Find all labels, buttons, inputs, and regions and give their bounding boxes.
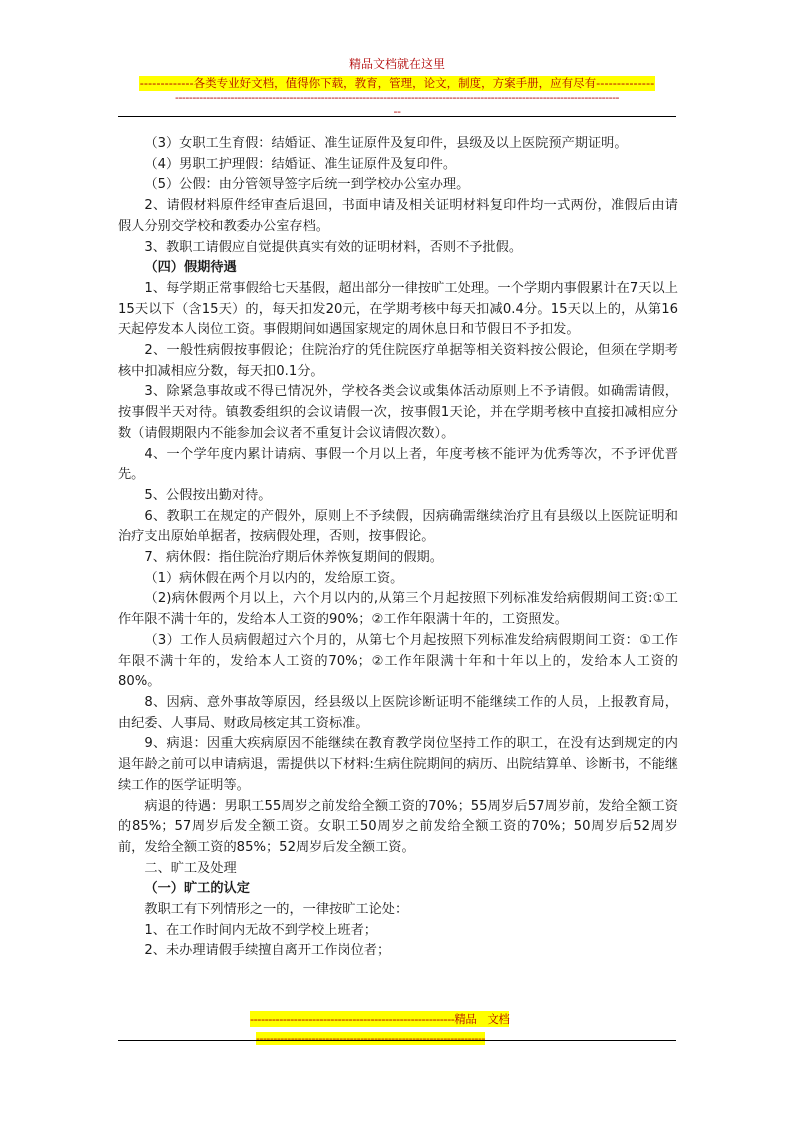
body-paragraph: 病退的待遇：男职工55周岁之前发给全额工资的70%；55周岁后57周岁前，发给全额工资的85%；57周岁后发全额工资。女职工50周岁之前发给全额工资的70%；50周岁后52周岁前，发给全额工资的85%；52周岁后发全额工资。 — [118, 798, 678, 855]
page-header — [118, 56, 676, 119]
body-paragraph: 5、公假按出勤对待。 — [144, 487, 272, 503]
header-subtitle: -------------各类专业好文档，值得你下载，教育，管理，论文，制度，方案手册，应有尽有-------------- — [139, 76, 655, 90]
body-paragraph: （3）女职工生育假：结婚证、准生证原件及复印件，县级及以上医院预产期证明。 — [144, 136, 628, 151]
header-title: 精品文档就在这里 — [348, 57, 445, 71]
body-paragraph: 1、每学期正常事假给七天基假，超出部分一律按旷工处理。一个学期内事假累计在7天以上15天以下（含15天）的，每天扣发20元，在学期考核中每天扣减0.4分。15天以上的，从第16天起停发本人岗位工资。事假期间如遇国家规定的周休息日和节假日不予扣发。 — [118, 280, 678, 338]
footer-line-2: ------------------------------------------------------------------ — [256, 1032, 485, 1045]
document-body — [118, 134, 678, 962]
body-paragraph: 3、除紧急事故或不得已情况外，学校各类会议或集体活动原则上不予请假。如确需请假，按事假半天对待。镇教委组织的会议请假一次，按事假1天论，并在学期考核中直接扣减相应分数（请假期限内不能参加会议者不重复计会议请假次数）。 — [118, 384, 678, 441]
body-paragraph: （1）病休假在两个月以内的，发给原工资。 — [144, 570, 404, 586]
body-paragraph: 2、请假材料原件经审查后退回，书面申请及相关证明材料复印件均一式两份，准假后由请假人分别交学校和教委办公室存档。 — [118, 198, 678, 234]
body-paragraph: 二、旷工及处理 — [144, 860, 237, 876]
body-paragraph: 2、未办理请假手续擅自离开工作岗位者； — [144, 943, 391, 959]
header-rule — [118, 116, 676, 117]
section-heading: （一）旷工的认定 — [144, 881, 250, 897]
body-paragraph: 8、因病、意外事故等原因，经县级以上医院诊断证明不能继续工作的人员，上报教育局，由纪委、人事局、财政局核定其工资标准。 — [118, 694, 678, 731]
body-paragraph: 6、教职工在规定的产假外，原则上不予续假，因病确需继续治疗且有县级以上医院证明和治疗支出原始单据者，按病假处理，否则，按事假论。 — [118, 508, 678, 545]
body-paragraph: 1、在工作时间内无故不到学校上班者； — [144, 922, 377, 938]
body-paragraph: 2、一般性病假按事假论；住院治疗的凭住院医疗单据等相关资料按公假论，但须在学期考核中扣减相应分数，每天扣0.1分。 — [118, 343, 678, 379]
body-paragraph: 4、一个学年度内累计请病、事假一个月以上者，年度考核不能评为优秀等次，不予评优晋先。 — [118, 446, 678, 483]
header-dash-tail: -- — [393, 105, 401, 118]
footer-line-1: --------------------------------------------------------精品 文档 — [250, 1012, 510, 1026]
body-paragraph: （4）男职工护理假：结婚证、准生证原件及复印件。 — [144, 156, 457, 172]
body-paragraph: 7、病休假：指住院治疗期后休养恢复期间的假期。 — [144, 550, 443, 566]
body-paragraph: 教职工有下列情形之一的，一律按旷工论处： — [144, 902, 409, 918]
footer-rule — [118, 1040, 676, 1041]
section-heading: （四）假期待遇 — [144, 260, 237, 276]
body-paragraph: （5）公假：由分管领导签字后统一到学校办公室办理。 — [144, 177, 470, 193]
body-paragraph: 9、病退：因重大疾病原因不能继续在教育教学岗位坚持工作的职工，在没有达到规定的内退年龄之前可以申请病退，需提供以下材料:生病住院期间的病历、出院结算单、诊断书，不能继续工作的医学证明等。 — [118, 736, 678, 793]
body-paragraph: （2)病休假两个月以上，六个月以内的,从第三个月起按照下列标准发给病假期间工资:①工作年限不满十年的，发给本人工资的90%；②工作年限满十年的，工资照发。 — [118, 591, 678, 628]
header-dash-line: -------------------------------------------------------------------------------------------------------------------------------- — [174, 91, 620, 104]
body-paragraph: 3、教职工请假应自觉提供真实有效的证明材料，否则不予批假。 — [144, 239, 523, 255]
body-paragraph: （3）工作人员病假超过六个月的，从第七个月起按照下列标准发给病假期间工资：①工作年限不满十年的，发给本人工资的70%；②工作年限满十年和十年以上的，发给本人工资的80%。 — [118, 632, 678, 690]
